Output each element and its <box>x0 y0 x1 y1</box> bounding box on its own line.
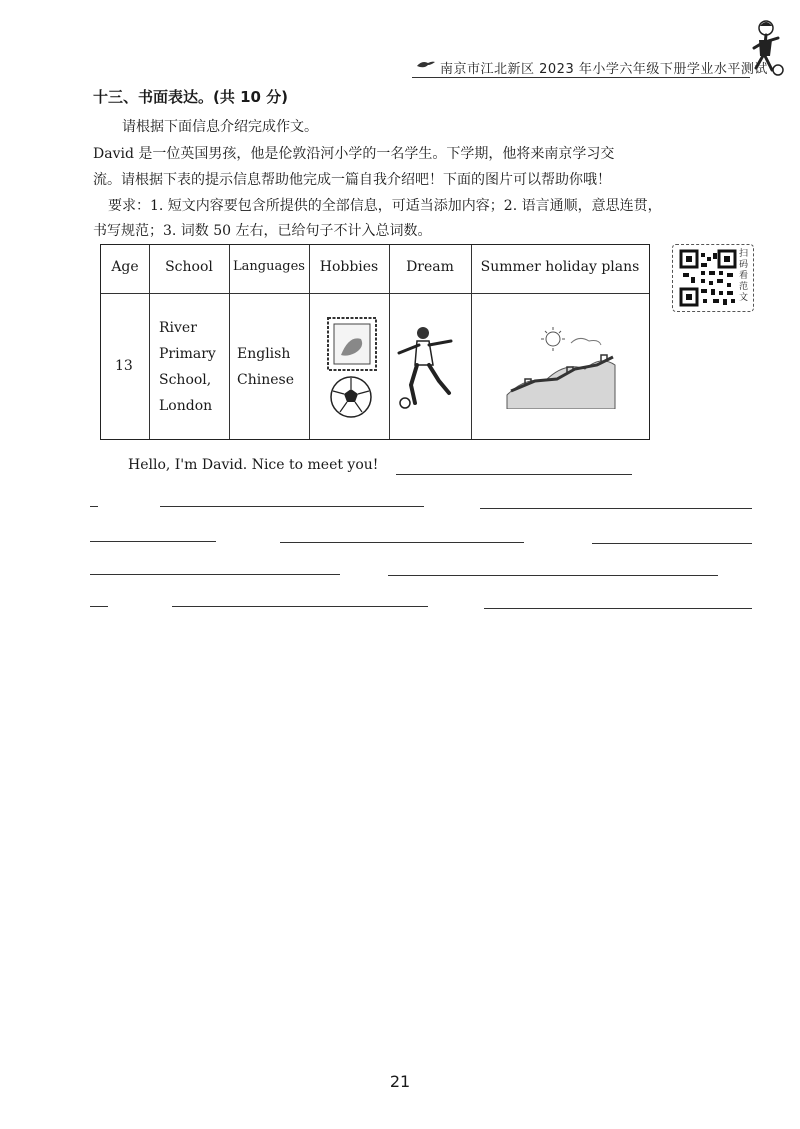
cell-school <box>159 315 216 419</box>
mascot-icon <box>742 18 788 80</box>
answer-line[interactable] <box>396 474 632 475</box>
great-wall-icon <box>505 325 617 409</box>
qr-code-icon[interactable] <box>679 249 737 307</box>
language-item: Chinese <box>237 372 294 388</box>
qr-label-char: 范 <box>739 282 749 292</box>
info-table <box>100 244 650 440</box>
table-header-rule <box>101 293 649 294</box>
qr-label-char: 看 <box>739 271 749 281</box>
answer-line[interactable] <box>388 575 718 576</box>
answer-line[interactable] <box>90 541 216 542</box>
header-hobbies: Hobbies <box>319 259 379 275</box>
cell-languages <box>237 341 294 393</box>
page-number: 21 <box>389 1072 411 1091</box>
answer-line[interactable] <box>480 508 752 509</box>
cell-age: 13 <box>115 358 133 374</box>
footballer-icon <box>393 323 465 413</box>
school-line: School, <box>159 372 212 388</box>
language-item: English <box>237 346 291 362</box>
header-rule <box>412 77 750 78</box>
header-age: Age <box>111 259 139 275</box>
answer-line[interactable] <box>90 574 340 575</box>
instruction-line-2: David 是一位英国男孩，他是伦敦沿河小学的一名学生。下学期，他将来南京学习交 <box>93 146 615 162</box>
requirement-line-2: 书写规范；3. 词数 50 左右，已给句子不计入总词数。 <box>93 223 432 239</box>
school-line: London <box>159 398 213 414</box>
answer-line[interactable] <box>90 506 98 507</box>
page-header <box>412 52 768 78</box>
school-line: Primary <box>159 346 216 362</box>
answer-line[interactable] <box>160 506 424 507</box>
header-languages: Languages <box>233 259 305 274</box>
football-icon <box>329 375 373 419</box>
header-dream: Dream <box>406 259 454 275</box>
instruction-line-1: 请根据下面信息介绍完成作文。 <box>122 119 318 135</box>
starter-sentence: Hello, I'm David. Nice to meet you! <box>128 457 379 473</box>
answer-line[interactable] <box>280 542 524 543</box>
section-title: 十三、书面表达。(共 10 分) <box>93 88 289 106</box>
answer-line[interactable] <box>592 543 752 544</box>
bird-icon <box>416 58 436 70</box>
school-line: River <box>159 320 197 336</box>
table-divider <box>229 245 230 439</box>
answer-line[interactable] <box>484 608 752 609</box>
stamp-icon <box>327 317 377 371</box>
answer-line[interactable] <box>90 606 108 607</box>
header-summer-plans: Summer holiday plans <box>480 259 640 275</box>
instruction-line-3: 流。请根据下表的提示信息帮助他完成一篇自我介绍吧！下面的图片可以帮助你哦！ <box>93 172 611 188</box>
qr-label-char: 码 <box>739 260 749 270</box>
header-school: School <box>165 259 213 275</box>
qr-label <box>739 249 751 304</box>
qr-label-char: 扫 <box>739 249 749 259</box>
header-text: 南京市江北新区 2023 年小学六年级下册学业水平测试 <box>440 62 768 77</box>
qr-code-box[interactable] <box>672 244 754 312</box>
requirement-line-1: 要求：1. 短文内容要包含所提供的全部信息，可适当添加内容；2. 语言通顺，意思连贯， <box>108 198 662 214</box>
qr-label-char: 文 <box>739 293 749 303</box>
answer-line[interactable] <box>172 606 428 607</box>
